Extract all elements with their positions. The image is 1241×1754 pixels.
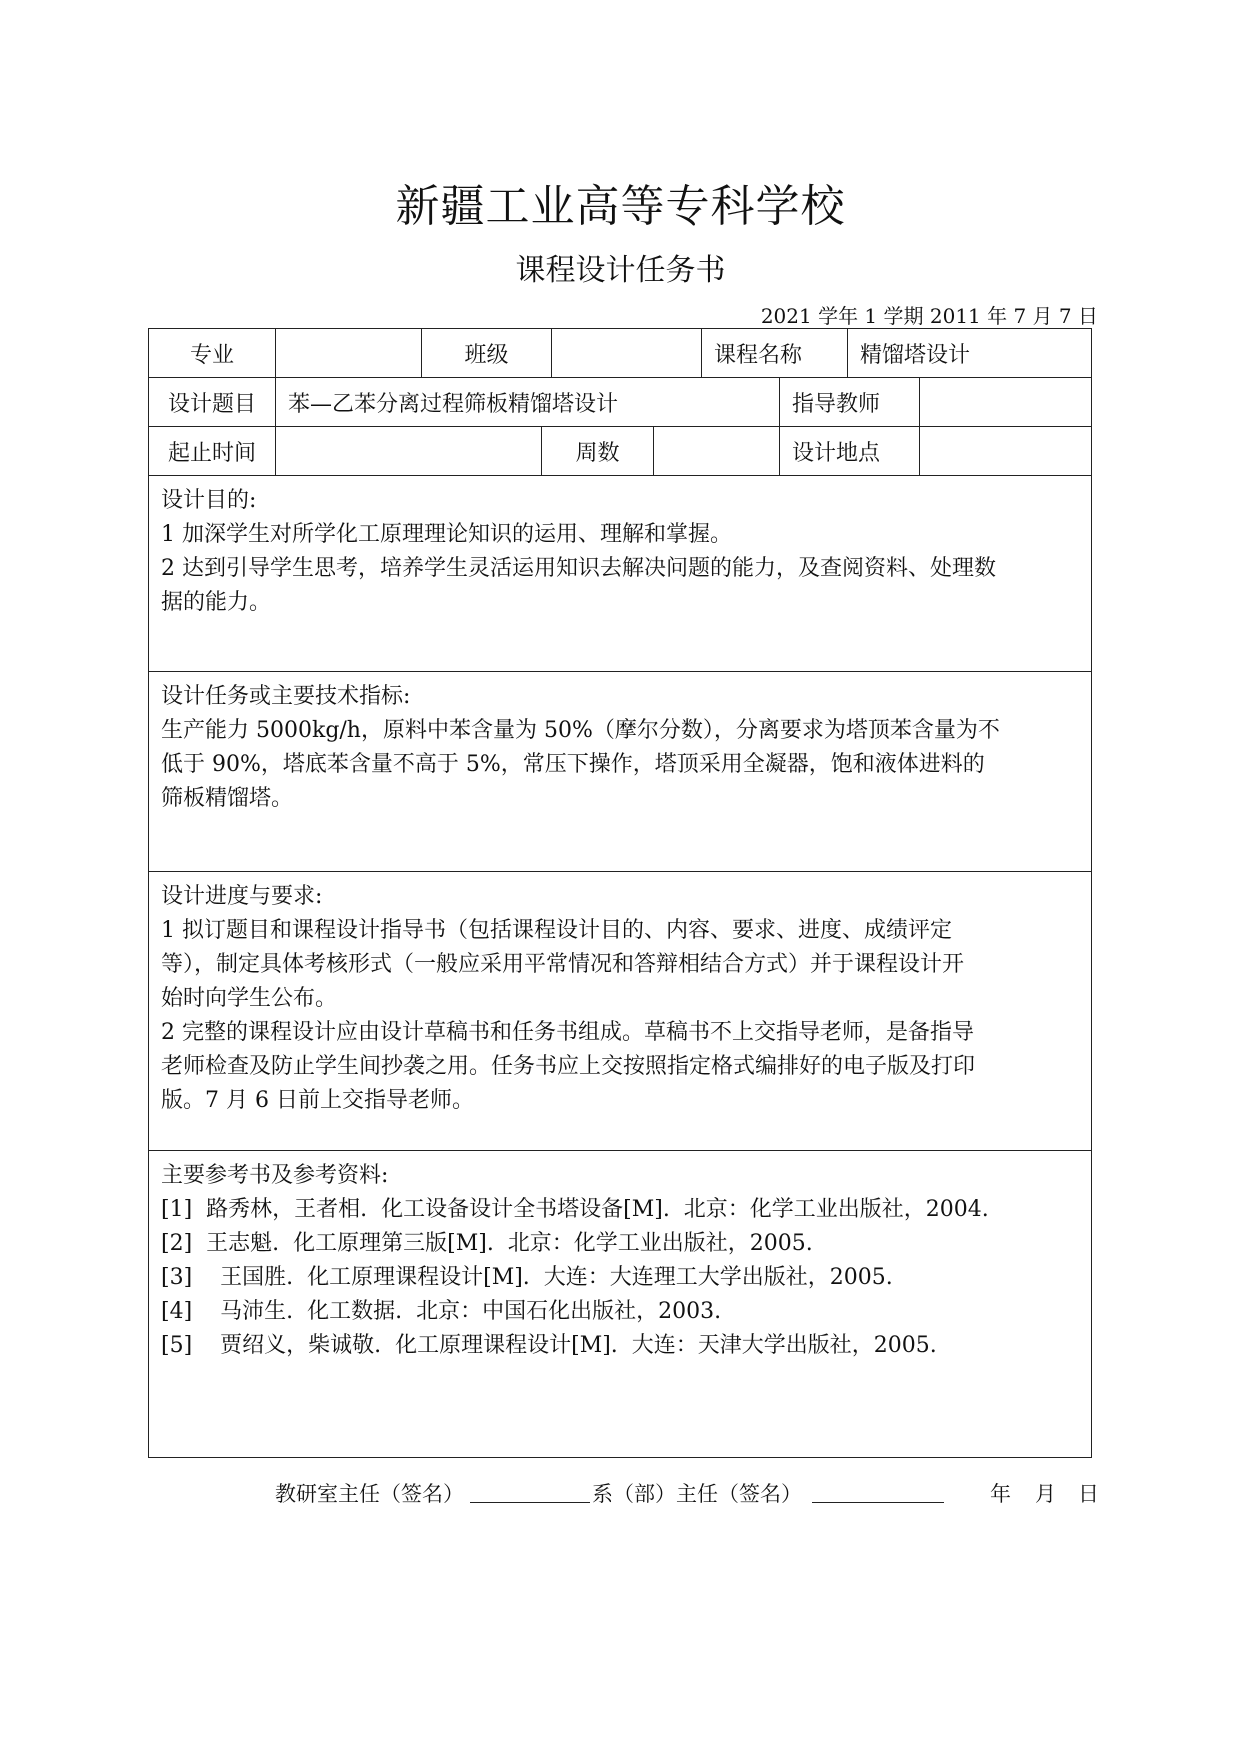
tasks-section <box>148 671 1092 871</box>
weeks-label: 周数 <box>541 427 653 475</box>
tasks-line: 低于 90%，塔底苯含量不高于 5%，常压下操作，塔顶采用全凝器，饱和液体进料的 <box>161 752 985 777</box>
course-value[interactable]: 精馏塔设计 <box>847 329 1091 377</box>
day-label: 日 <box>1078 1482 1099 1506</box>
tasks-line: 筛板精馏塔。 <box>161 786 294 811</box>
progress-line: 1 拟订题目和课程设计指导书（包括课程设计目的、内容、要求、进度、成绩评定 <box>161 918 952 943</box>
progress-heading: 设计进度与要求: <box>161 884 323 909</box>
major-value[interactable] <box>275 329 421 377</box>
progress-line: 版。7 月 6 日前上交指导老师。 <box>161 1088 474 1113</box>
purpose-heading: 设计目的: <box>161 488 257 513</box>
progress-line: 等），制定具体考核形式（一般应采用平常情况和答辩相结合方式）并于课程设计开 <box>161 952 965 977</box>
reference-item: [1] 路秀林，王者相. 化工设备设计全书塔设备[M]. 北京：化学工业出版社，2004. <box>161 1197 989 1222</box>
course-label: 课程名称 <box>701 329 847 377</box>
table-bottom-border <box>148 1457 1092 1458</box>
info-row-1 <box>148 328 1092 377</box>
topic-label: 设计题目 <box>167 391 256 417</box>
document-title: 课程设计任务书 <box>515 253 726 288</box>
reference-item: [2] 王志魁. 化工原理第三版[M]. 北京：化学工业出版社，2005. <box>161 1231 813 1256</box>
reference-item: [3] 王国胜. 化工原理课程设计[M]. 大连：大连理工大学出版社，2005. <box>161 1265 893 1290</box>
weeks-value[interactable] <box>653 427 779 475</box>
references-section <box>148 1150 1092 1457</box>
progress-line: 老师检查及防止学生间抄袭之用。任务书应上交按照指定格式编排好的电子版及打印 <box>161 1054 976 1079</box>
teacher-value[interactable] <box>919 378 1091 426</box>
place-label: 设计地点 <box>779 427 919 475</box>
references-heading: 主要参考书及参考资料: <box>161 1163 389 1188</box>
major-label: 专业 <box>189 342 234 368</box>
teacher-label: 指导教师 <box>779 378 919 426</box>
progress-line: 始时向学生公布。 <box>161 986 338 1011</box>
director-signature-line[interactable] <box>470 1502 590 1503</box>
reference-item: [5] 贾绍义，柴诚敬. 化工原理课程设计[M]. 大连：天津大学出版社，2005. <box>161 1333 937 1358</box>
reference-item: [4] 马沛生. 化工数据. 北京：中国石化出版社，2003. <box>161 1299 722 1324</box>
progress-section <box>148 871 1092 1150</box>
info-row-2 <box>148 377 1092 426</box>
class-value[interactable] <box>551 329 701 377</box>
period-value[interactable] <box>275 427 541 475</box>
school-name: 新疆工业高等专科学校 <box>395 181 846 232</box>
year-label: 年 <box>990 1482 1011 1506</box>
period-label: 起止时间 <box>167 440 256 466</box>
tasks-heading: 设计任务或主要技术指标: <box>161 684 411 709</box>
purpose-line: 1 加深学生对所学化工原理理论知识的运用、理解和掌握。 <box>161 522 732 547</box>
director-signature-label: 教研室主任（签名） <box>275 1482 464 1506</box>
month-label: 月 <box>1035 1482 1056 1506</box>
place-value[interactable] <box>919 427 1091 475</box>
dept-signature-line[interactable] <box>812 1502 944 1503</box>
class-label: 班级 <box>421 329 551 377</box>
info-row-3 <box>148 426 1092 475</box>
purpose-line: 2 达到引导学生思考，培养学生灵活运用知识去解决问题的能力，及查阅资料、处理数 <box>161 556 996 581</box>
date-line: 2021 学年 1 学期 2011 年 7 月 7 日 <box>760 304 1098 328</box>
purpose-section <box>148 475 1092 671</box>
progress-line: 2 完整的课程设计应由设计草稿书和任务书组成。草稿书不上交指导老师，是备指导 <box>161 1020 974 1045</box>
dept-signature-label: 系（部）主任（签名） <box>592 1482 802 1506</box>
topic-value[interactable]: 苯—乙苯分离过程筛板精馏塔设计 <box>275 378 779 426</box>
tasks-line: 生产能力 5000kg/h，原料中苯含量为 50%（摩尔分数），分离要求为塔顶苯含量为不 <box>161 718 1000 743</box>
purpose-line: 据的能力。 <box>161 590 272 615</box>
